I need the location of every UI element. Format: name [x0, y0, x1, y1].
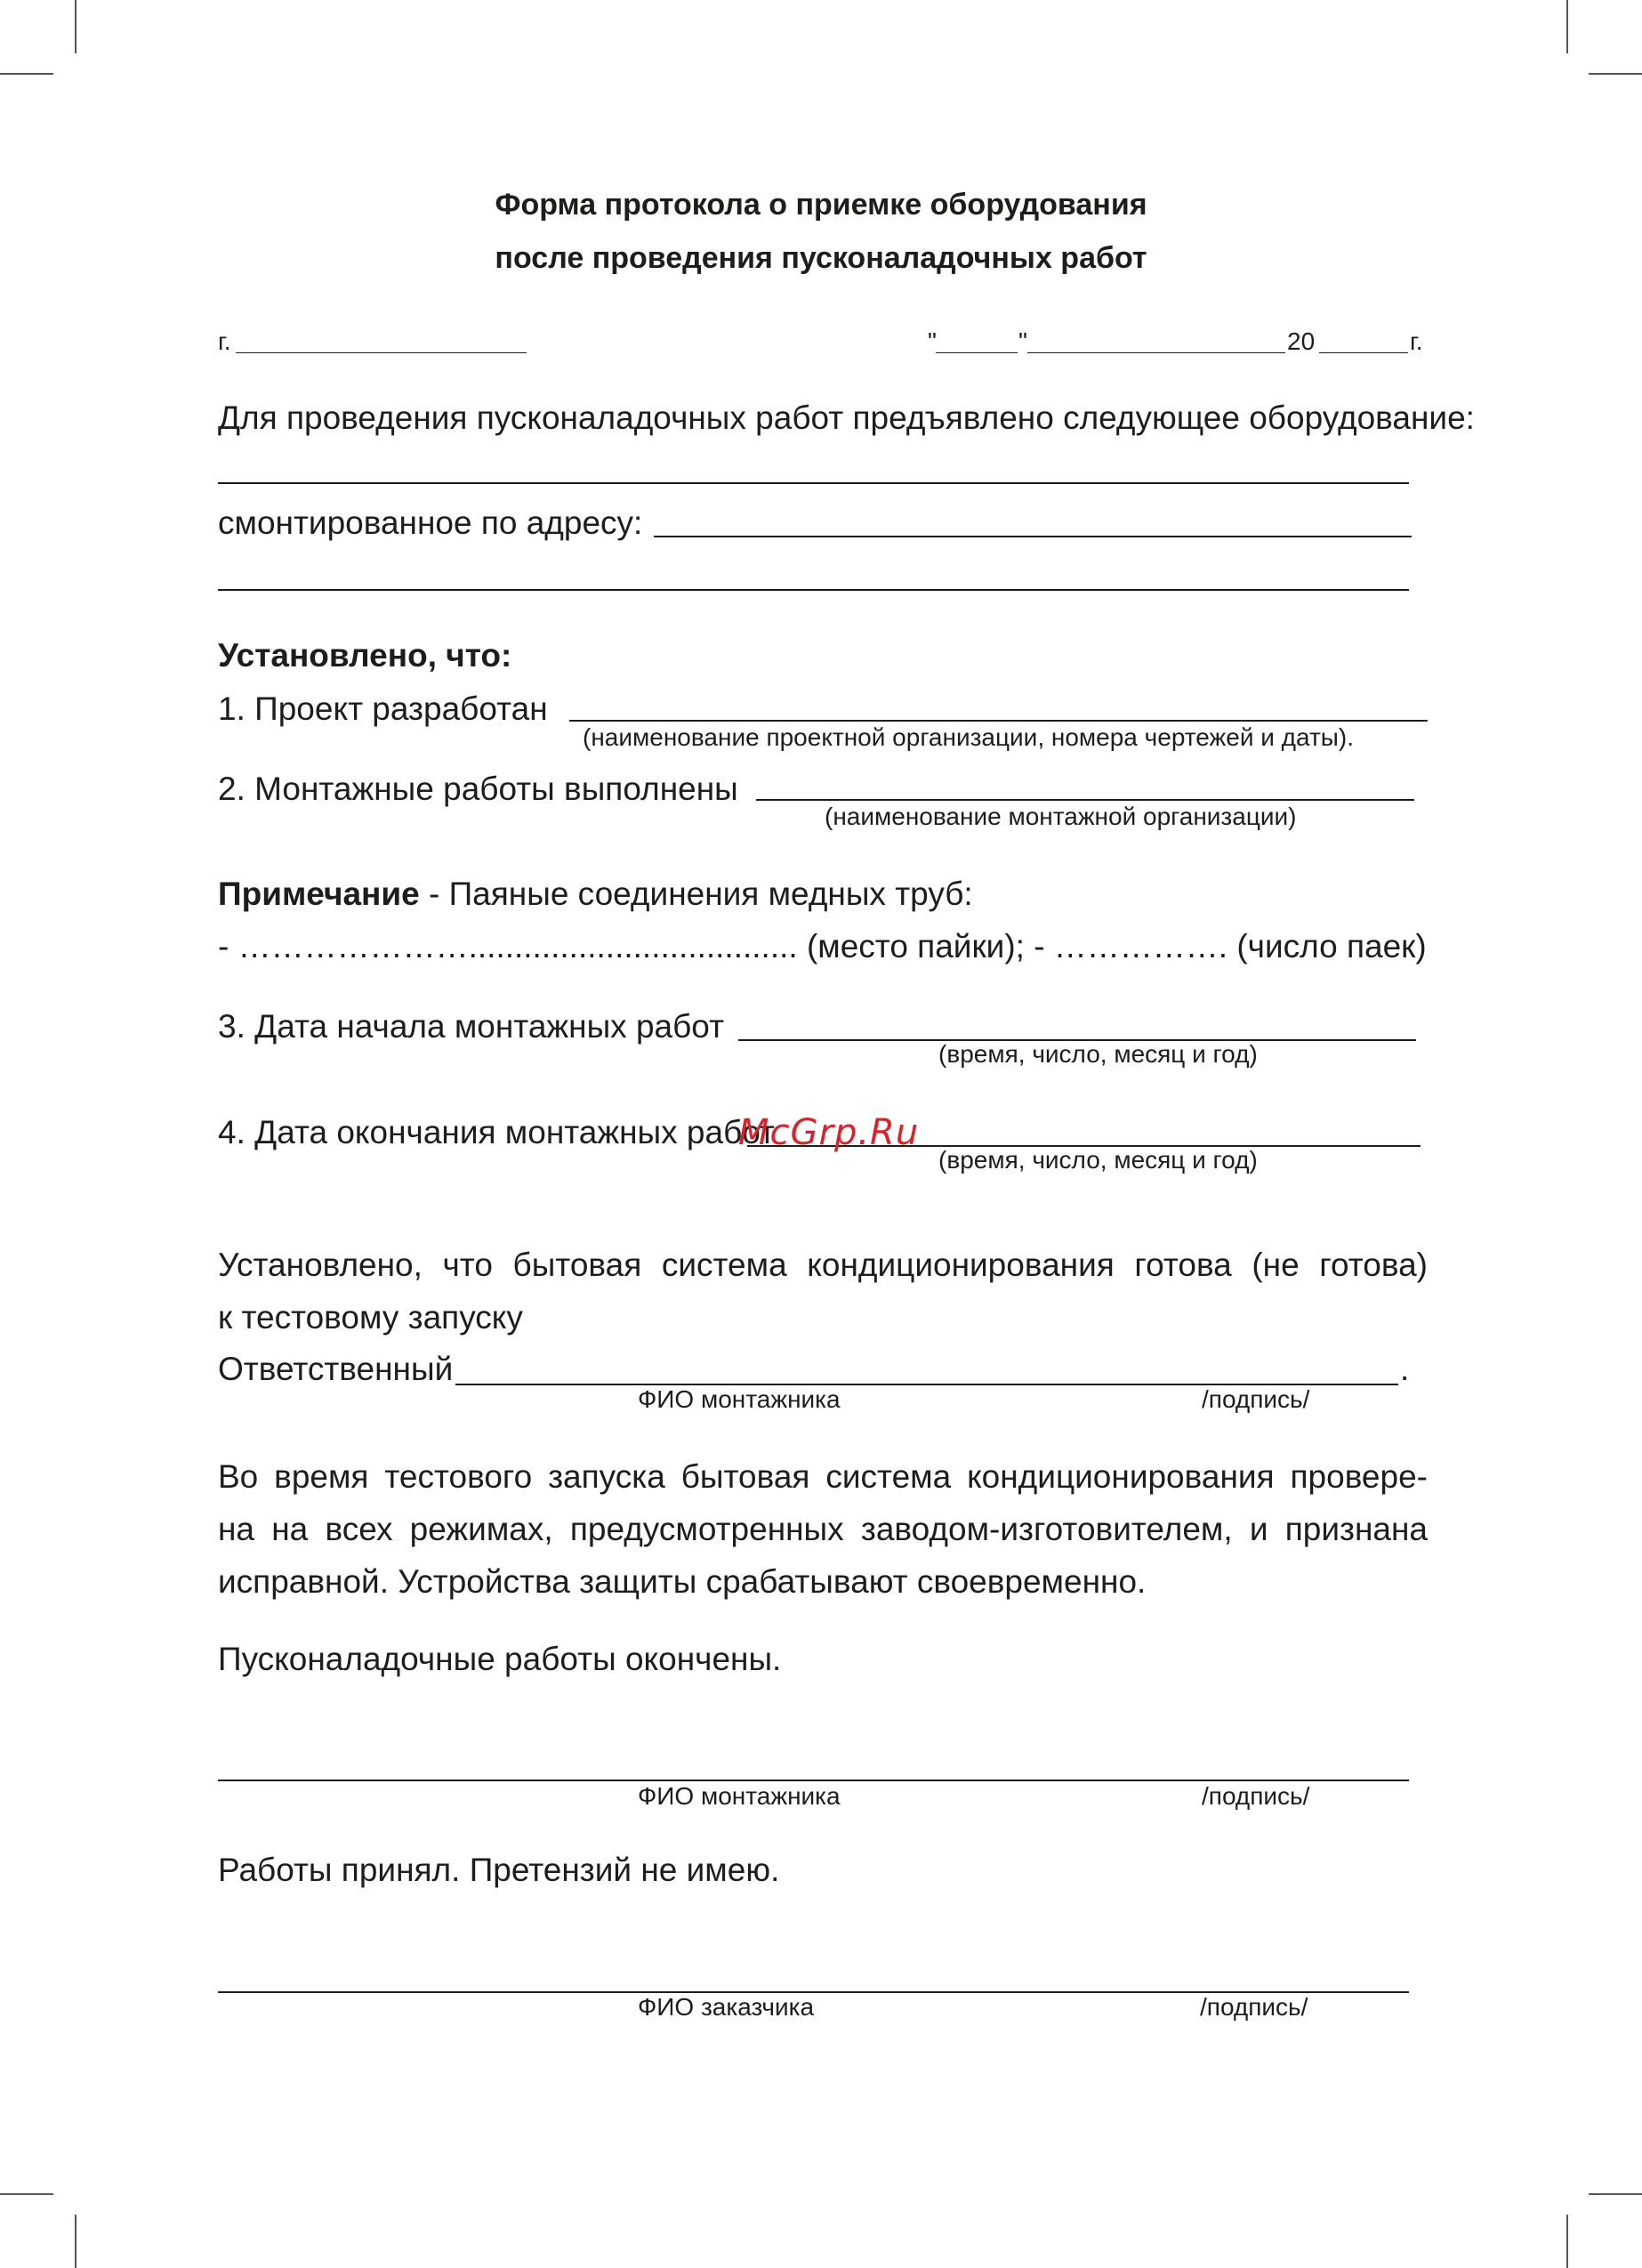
ready-line1: Установлено, что бытовая система кондиционирования готова (не готова): [218, 1247, 1428, 1283]
item3-label: 3. Дата начала монтажных работ: [218, 1008, 725, 1045]
date-year-field-line[interactable]: [1319, 352, 1408, 353]
equipment-field-line[interactable]: [218, 482, 1409, 484]
equipment-intro: Для проведения пусконаладочных работ предъявлено следующее оборудование:: [218, 400, 1475, 436]
test-paragraph: [218, 1450, 1428, 1608]
item1-hint: (наименование проектной организации, номера чертежей и даты).: [583, 723, 1355, 751]
city-field-line[interactable]: [236, 352, 527, 353]
sig2-field-line[interactable]: [218, 1780, 1409, 1781]
responsible-end: .: [1400, 1351, 1410, 1387]
mounted-address-label: смонтированное по адресу:: [218, 504, 643, 541]
crop-mark: [0, 2193, 53, 2195]
address-field-line[interactable]: [654, 536, 1412, 537]
responsible-label: Ответственный: [218, 1351, 454, 1387]
sig3-name-hint: ФИО заказчика: [638, 1993, 815, 2021]
crop-mark: [75, 0, 76, 53]
item1-label: 1. Проект разработан: [218, 690, 548, 727]
item4-hint: (время, число, месяц и год): [938, 1146, 1258, 1174]
ready-line2: к тестовому запуску: [218, 1299, 523, 1336]
finished-text: Пусконаладочные работы окончены.: [218, 1641, 782, 1677]
item4-label: 4. Дата окончания монтажных работ: [218, 1114, 775, 1150]
note-label: Примечание: [218, 876, 420, 912]
date-year-prefix: 20: [1287, 327, 1316, 355]
document-title-line2: после проведения пусконаладочных работ: [495, 241, 1147, 275]
crop-mark: [0, 73, 53, 75]
date-day-field-line[interactable]: [936, 352, 1018, 353]
accepted-text: Работы принял. Претензий не имею.: [218, 1852, 780, 1888]
note-line: [218, 875, 973, 914]
date-year-suffix: г.: [1410, 327, 1423, 355]
note-text: - Паяные соединения медных труб:: [419, 876, 973, 912]
sig1-sign-hint: /подпись/: [1202, 1385, 1310, 1413]
solder-line: - ………………….................................... (место пайки); - ……………. (число паек): [218, 928, 1427, 965]
sig1-name-hint: ФИО монтажника: [638, 1385, 841, 1413]
crop-mark: [1589, 73, 1642, 75]
ready-paragraph: [218, 1239, 1428, 1344]
item1-field-line[interactable]: [569, 720, 1428, 722]
sig3-sign-hint: /подпись/: [1200, 1993, 1308, 2021]
date-month-field-line[interactable]: [1027, 352, 1285, 353]
test-line3: исправной. Устройства защиты срабатывают своевременно.: [218, 1563, 1147, 1600]
crop-mark: [1589, 2193, 1642, 2195]
watermark: McGrp.Ru: [738, 1112, 920, 1153]
item3-hint: (время, число, месяц и год): [938, 1040, 1258, 1068]
sig2-sign-hint: /подпись/: [1202, 1782, 1310, 1810]
date-quote-open: ": [928, 327, 937, 355]
date-quote-close: ": [1018, 327, 1027, 355]
address-field-line-2[interactable]: [218, 589, 1409, 591]
established-heading: Установлено, что:: [218, 637, 512, 674]
crop-mark: [1566, 2215, 1568, 2268]
document-title-line1: Форма протокола о приемке оборудования: [495, 188, 1147, 222]
item2-field-line[interactable]: [756, 799, 1414, 801]
item2-label: 2. Монтажные работы выполнены: [218, 771, 738, 807]
crop-mark: [1566, 0, 1568, 53]
sig2-name-hint: ФИО монтажника: [638, 1782, 841, 1810]
test-line1: Во время тестового запуска бытовая система кондиционирования провере-: [218, 1458, 1428, 1495]
crop-mark: [75, 2215, 76, 2268]
city-prefix: г.: [218, 327, 231, 355]
test-line2: на на всех режимах, предусмотренных заводом-изготовителем, и признана: [218, 1511, 1428, 1547]
item2-hint: (наименование монтажной организации): [825, 803, 1297, 830]
